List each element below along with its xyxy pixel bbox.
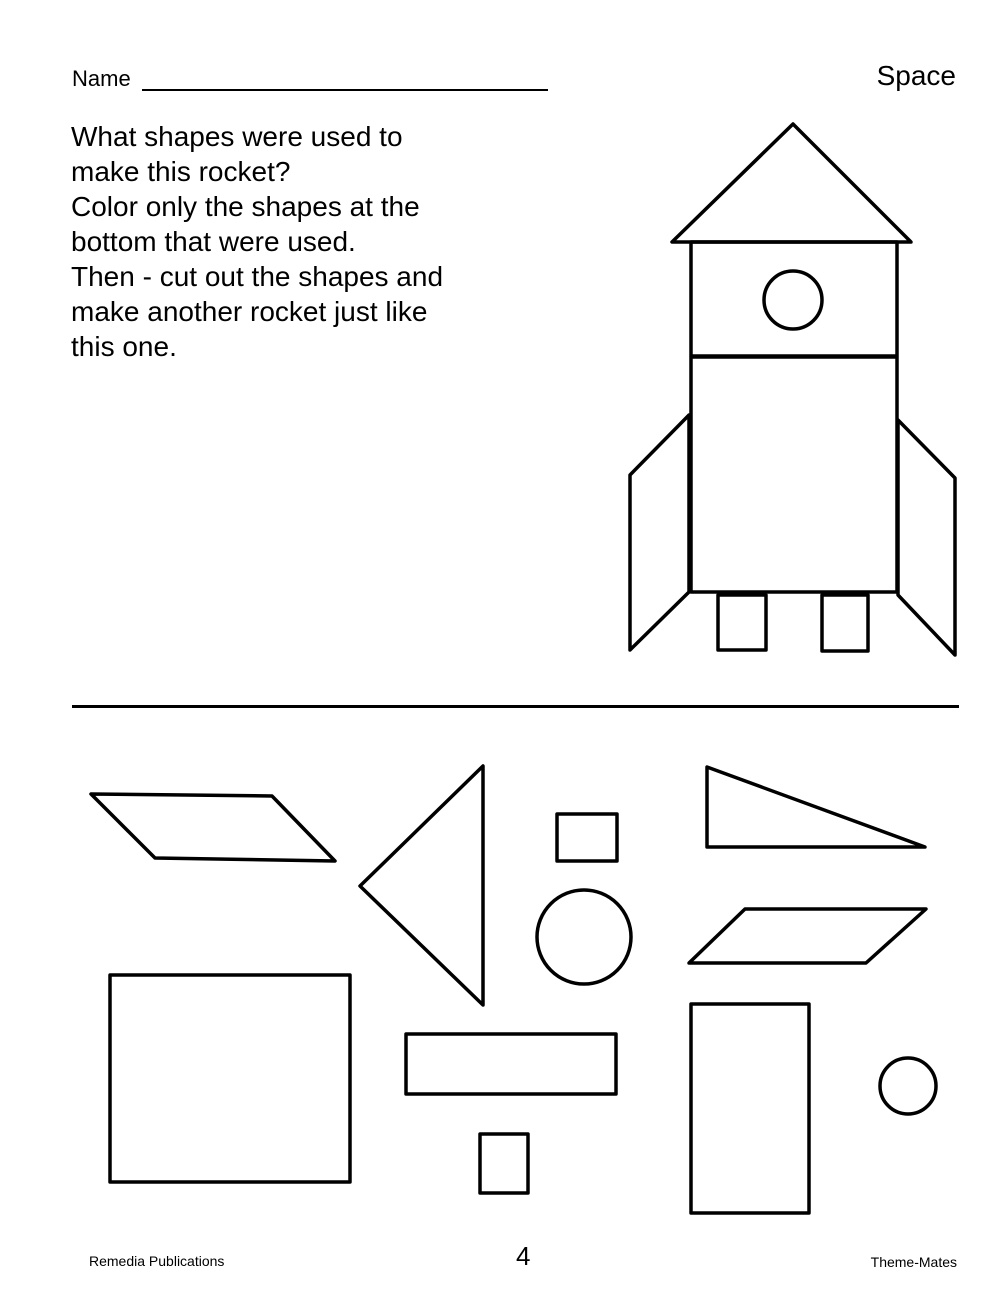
instruction-line: make another rocket just like <box>71 296 428 327</box>
instruction-line: bottom that were used. <box>71 226 356 257</box>
instruction-line: this one. <box>71 331 177 362</box>
instruction-line: make this rocket? <box>71 156 291 187</box>
rocket-left-leg <box>718 595 766 650</box>
rocket-window-circle <box>764 271 822 329</box>
theme-title: Space <box>876 60 956 91</box>
name-write-line[interactable] <box>142 89 548 91</box>
circle-shape <box>537 890 631 984</box>
parallelogram-shape <box>689 909 926 963</box>
series-name: Theme-Mates <box>870 1254 957 1270</box>
rocket-nose-triangle <box>672 124 911 242</box>
rocket-lower-body <box>691 357 897 592</box>
cutout-shapes <box>0 740 1000 1230</box>
small-rectangle-shape <box>480 1134 528 1193</box>
small-circle-shape <box>880 1058 936 1114</box>
triangle-shape <box>360 766 483 1005</box>
tall-rectangle-shape <box>691 1004 809 1213</box>
rocket-upper-body <box>691 242 897 356</box>
parallelogram-shape <box>91 794 335 861</box>
section-divider <box>72 705 959 708</box>
instructions <box>71 119 541 364</box>
instruction-line: Color only the shapes at the <box>71 191 420 222</box>
rocket-left-fin <box>630 415 689 650</box>
square-shape <box>110 975 350 1182</box>
name-label: Name <box>72 66 131 91</box>
page-number: 4 <box>516 1241 531 1271</box>
rocket-drawing <box>620 115 970 665</box>
instruction-line: What shapes were used to <box>71 121 403 152</box>
instruction-line: Then - cut out the shapes and <box>71 261 444 292</box>
rocket-right-leg <box>822 595 868 651</box>
long-rectangle-shape <box>406 1034 616 1094</box>
right-triangle-shape <box>707 767 925 847</box>
publisher-name: Remedia Publications <box>89 1253 225 1269</box>
rocket-right-fin <box>898 420 955 655</box>
small-rectangle-shape <box>557 814 617 861</box>
